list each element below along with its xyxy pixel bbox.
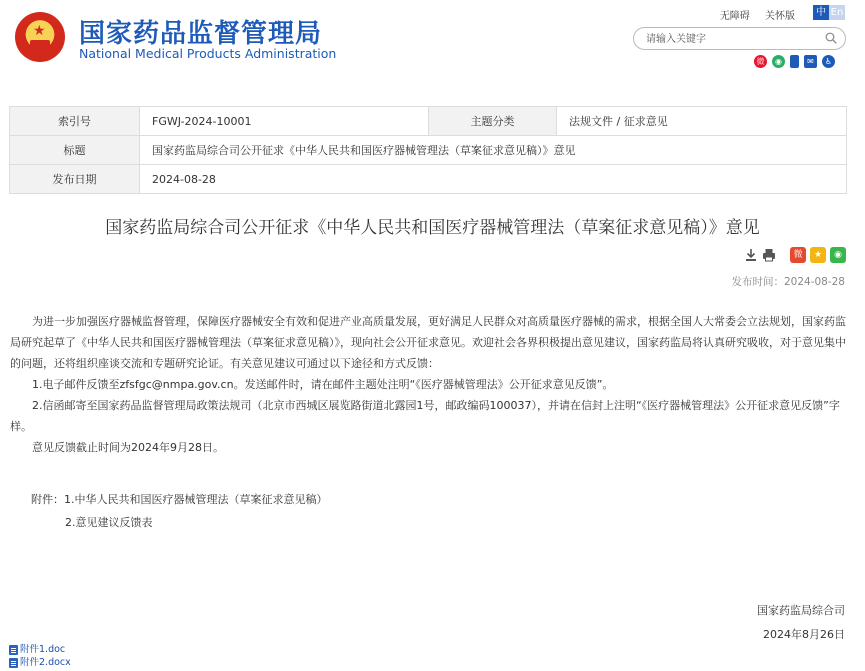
wechat-icon[interactable]: ◉ (772, 55, 785, 68)
file-downloads (9, 643, 71, 669)
paragraph: 1.电子邮件反馈至zfsfgc@nmpa.gov.cn。发送邮件时，请在邮件主题处注明“《医疗器械管理法》公开征求意见反馈”。 (32, 378, 614, 391)
site-header (0, 0, 865, 80)
paragraph: 2.信函邮寄至国家药品监督管理局政策法规司（北京市西城区展览路街道北露园1号，邮政编码100037），并请在信封上注明“《医疗器械管理法》公开征求意见反馈”字样。 (10, 399, 840, 433)
title-label: 标题 (10, 136, 140, 165)
national-emblem-icon: ★ (15, 12, 65, 62)
file-link-2[interactable] (9, 656, 71, 669)
mail-icon[interactable]: ✉ (804, 55, 817, 68)
topic-label: 主题分类 (429, 107, 557, 136)
file-link-1[interactable] (9, 643, 71, 656)
search-box (633, 27, 846, 50)
article-tools (744, 247, 846, 263)
topic-value: 法规文件 / 征求意见 (557, 107, 847, 136)
word-doc-icon (9, 645, 18, 655)
title-value: 国家药监局综合司公开征求《中华人民共和国医疗器械管理法（草案征求意见稿）》意见 (140, 136, 847, 165)
care-mode-link[interactable]: 关怀版 (765, 11, 795, 22)
search-input[interactable] (646, 31, 816, 47)
file-name[interactable]: 附件2.docx (20, 657, 71, 668)
social-links (754, 55, 835, 68)
site-logo-en[interactable]: National Medical Products Administration (79, 46, 337, 61)
print-icon[interactable] (762, 248, 776, 262)
paragraph: 意见反馈截止时间为2024年9月28日。 (32, 441, 224, 454)
accessibility-link[interactable]: 无障碍 (719, 11, 750, 22)
document-info-table (9, 106, 847, 194)
article-body (10, 311, 846, 458)
lang-en-button[interactable]: En (830, 7, 844, 18)
signature: 国家药监局综合司 (757, 604, 845, 617)
weibo-icon[interactable]: 微 (754, 55, 767, 68)
attachment-item: 2.意见建议反馈表 (65, 516, 153, 529)
mobile-icon[interactable] (790, 55, 799, 68)
accessibility-icon[interactable]: ♿ (822, 55, 835, 68)
paragraph: 为进一步加强医疗器械监督管理，保障医疗器械安全有效和促进产业高质量发展，更好满足人民群众对高质量医疗器械的需求，根据全国人大常委会立法规划，国家药监局研究起草了《中华人民共和国医疗器械管理法（草案征求意见稿）》，现向社会公开征求意见。欢迎社会各界积极提出意见建议，国家药监局将认真研究吸收，对于意见集中的问题，还将组织座谈交流和专题研究论证。有关意见建议可通过以下途径和方式反馈： (10, 315, 846, 370)
top-links (708, 7, 795, 22)
share-wechat-icon[interactable]: ◉ (830, 247, 846, 263)
share-weibo-icon[interactable]: 微 (790, 247, 806, 263)
share-qzone-icon[interactable]: ★ (810, 247, 826, 263)
index-value: FGWJ-2024-10001 (140, 107, 429, 136)
date-label: 发布日期 (10, 165, 140, 194)
table-row (10, 136, 847, 165)
word-doc-icon (9, 658, 18, 668)
file-name[interactable]: 附件1.doc (20, 644, 66, 655)
language-switch (813, 5, 845, 20)
lang-zh-button[interactable]: 中 (813, 5, 829, 20)
attachment-list (31, 488, 328, 534)
attachment-item: 附件：1.中华人民共和国医疗器械管理法（草案征求意见稿） (31, 493, 328, 506)
date-value: 2024-08-28 (140, 165, 847, 194)
signature-date: 2024年8月26日 (763, 628, 845, 641)
search-icon[interactable] (825, 32, 837, 44)
download-icon[interactable] (744, 248, 758, 262)
article-title: 国家药监局综合司公开征求《中华人民共和国医疗器械管理法（草案征求意见稿）》意见 (105, 218, 760, 238)
index-label: 索引号 (10, 107, 140, 136)
site-logo-cn[interactable]: 国家药品监督管理局 (79, 19, 323, 49)
table-row (10, 165, 847, 194)
publish-time: 发布时间：2024-08-28 (731, 276, 845, 288)
table-row (10, 107, 847, 136)
